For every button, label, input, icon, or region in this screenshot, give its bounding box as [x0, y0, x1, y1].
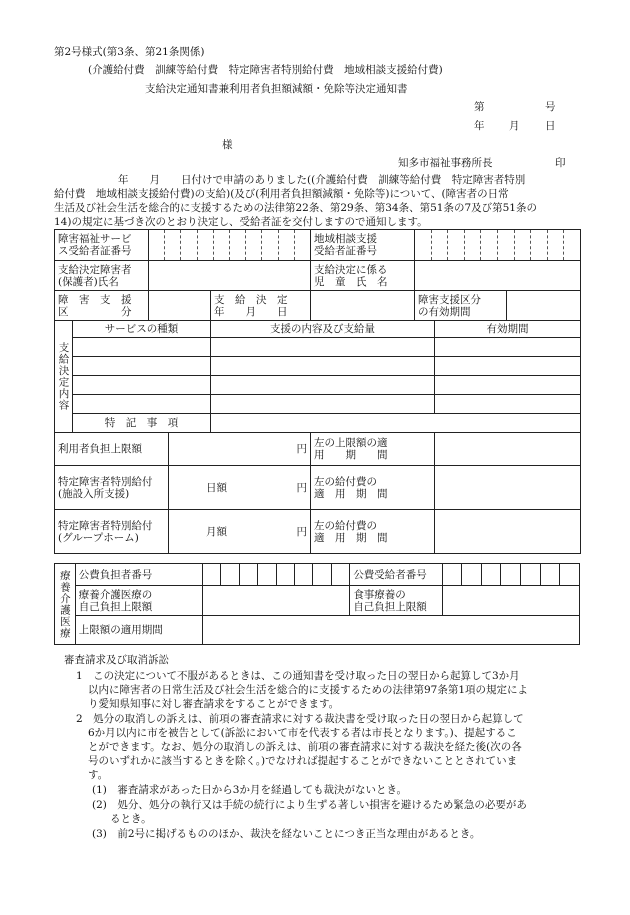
yen-unit: 円 — [296, 443, 307, 455]
digit-cell[interactable] — [462, 564, 482, 586]
validity-cell[interactable] — [435, 376, 581, 395]
addressee-sama: 様 — [222, 139, 233, 151]
date-month: 月 — [509, 120, 520, 132]
digit-cell[interactable] — [202, 564, 220, 586]
service-cert-number-field[interactable] — [149, 230, 311, 261]
service-type-cell[interactable] — [73, 376, 211, 395]
intro-line-4: 14)の規定に基づき次のとおり決定し、受給者証を交付しますので通知します。 — [54, 216, 428, 228]
note-1-line-2: 以内に障害者の日常生活及び社会生活を総合的に支援するための法律第97条第1項の規定によ — [88, 684, 529, 696]
support-content-cell[interactable] — [211, 357, 435, 376]
note-1-line-3: り愛知県知事に対し審査請求をすることができます。 — [88, 698, 340, 710]
digit-cell[interactable] — [521, 564, 541, 586]
note-2-line-1: 2 処分の取消しの訴えは、前項の審査請求に対する裁決書を受け取った日の翌日から起算して — [76, 713, 524, 725]
recipient-name-field[interactable] — [149, 261, 311, 291]
notes-heading: 審査請求及び取消訴訟 — [64, 654, 169, 666]
form-subtitle: (介護給付費 訓練等給付費 特定障害者特別給付費 地域相談支援給付費) — [88, 64, 443, 76]
grouphome-benefit-label: 特定障害者特別給付 (グループホーム) — [55, 510, 169, 554]
digit-cell[interactable] — [239, 564, 257, 586]
support-category-field[interactable] — [149, 291, 211, 321]
decision-content-side-label: 支給決定内容 — [55, 321, 73, 433]
digit-cell[interactable] — [294, 564, 312, 586]
facility-period-field[interactable] — [435, 466, 581, 510]
facility-benefit-field[interactable] — [169, 466, 311, 510]
decision-date-field[interactable] — [311, 291, 415, 321]
support-content-header: 支援の内容及び支給量 — [211, 321, 435, 338]
limit-period-label: 上限額の適用期間 — [75, 616, 202, 645]
sub-note-2-line-1: (2) 処分、処分の執行又は手続の続行により生ずる著しい損害を避けるため緊急の必要があ — [92, 799, 527, 811]
service-type-cell[interactable] — [73, 395, 211, 414]
category-validity-label: 障害支援区分 の有効期間 — [415, 291, 507, 321]
digit-cell[interactable] — [331, 564, 349, 586]
number-go: 号 — [545, 101, 556, 113]
digit-cell[interactable] — [481, 564, 501, 586]
burden-limit-label: 利用者負担上限額 — [55, 433, 169, 466]
medical-care-side-label: 療養介護医療 — [55, 564, 76, 645]
yen-unit: 円 — [296, 481, 307, 494]
category-validity-field[interactable] — [507, 291, 581, 321]
monthly-amount-label: 月額 — [206, 525, 227, 538]
daily-amount-label: 日額 — [206, 481, 227, 494]
decision-date-label: 支 給 決 定 年 月 日 — [211, 291, 311, 321]
validity-cell[interactable] — [435, 338, 581, 357]
digit-cell[interactable] — [276, 564, 294, 586]
meal-copay-limit-field[interactable] — [442, 586, 579, 616]
child-name-label: 支給決定に係る 児 童 氏 名 — [311, 261, 415, 291]
support-content-cell[interactable] — [211, 395, 435, 414]
note-2-line-2: 6か月以内に市を被告として(訴訟において市を代表する者は市長となります。)、提起するこ — [88, 727, 517, 739]
seal-mark: 印 — [555, 157, 566, 169]
form-number: 第2号様式(第3条、第21条関係) — [54, 46, 205, 58]
yen-unit: 円 — [296, 525, 307, 538]
digit-cell[interactable] — [442, 564, 462, 586]
intro-line-2: 給付費 地域相談支援給付費)の支給)(及び(利用者負担額減額・免除等)について、(障害者の日常 — [54, 188, 509, 200]
special-notes-field[interactable] — [211, 414, 581, 433]
intro-line-3: 生活及び社会生活を総合的に支援するための法律第22条、第29条、第34条、第51条の7及び第51条の — [54, 202, 537, 214]
digit-cell[interactable] — [501, 564, 521, 586]
special-notes-label: 特 記 事 項 — [73, 414, 211, 433]
note-2-line-4: 号のいずれかに該当するときを除く。)でなければ提起することができないこととされていま — [88, 755, 518, 767]
sub-note-3: (3) 前2号に掲げるもののほか、裁決を経ないことにつき正当な理由があるとき。 — [92, 828, 481, 840]
limit-period-field[interactable] — [202, 616, 579, 645]
date-year: 年 — [474, 120, 485, 132]
sub-note-2-line-2: るとき。 — [110, 813, 152, 825]
child-name-field[interactable] — [415, 261, 581, 291]
community-cert-number-label: 地域相談支援 受給者証番号 — [311, 230, 415, 261]
service-cert-number-label: 障害福祉サービ ス受給者証番号 — [55, 230, 149, 261]
date-day: 日 — [545, 120, 556, 132]
note-1-line-1: 1 この決定について不服があるときは、この通知書を受け取った日の翌日から起算して3か月 — [76, 670, 520, 682]
note-2-line-5: す。 — [88, 769, 109, 781]
digit-cell[interactable] — [221, 564, 239, 586]
service-type-cell[interactable] — [73, 338, 211, 357]
form-title: 支給決定通知書兼利用者負担額減額・免除等決定通知書 — [145, 83, 408, 95]
meal-copay-limit-label: 食事療養の 自己負担上限額 — [350, 586, 442, 616]
validity-header: 有効期間 — [435, 321, 581, 338]
burden-period-field[interactable] — [435, 433, 581, 466]
medical-copay-limit-label: 療養介護医療の 自己負担上限額 — [75, 586, 202, 616]
burden-limit-field[interactable] — [169, 433, 311, 466]
facility-period-label: 左の給付費の 適 用 期 間 — [311, 466, 435, 510]
digit-cell[interactable] — [313, 564, 331, 586]
digit-cell[interactable] — [540, 564, 560, 586]
public-payer-number-label: 公費負担者番号 — [75, 564, 202, 586]
medical-copay-limit-field[interactable] — [202, 586, 350, 616]
validity-cell[interactable] — [435, 357, 581, 376]
intro-line-1: 年 月 日付けで申請のありました((介護給付費 訓練等給付費 特定障害者特別 — [118, 174, 526, 186]
digit-cell[interactable] — [258, 564, 276, 586]
decision-table — [54, 229, 581, 554]
number-dai: 第 — [474, 101, 485, 113]
grouphome-benefit-field[interactable] — [169, 510, 311, 554]
community-cert-number-field[interactable] — [415, 230, 581, 261]
service-type-cell[interactable] — [73, 357, 211, 376]
grouphome-period-field[interactable] — [435, 510, 581, 554]
digit-cell[interactable] — [560, 564, 580, 586]
burden-period-label: 左の上限額の適 用 期 間 — [311, 433, 435, 466]
support-category-label: 障 害 支 援 区 分 — [55, 291, 149, 321]
issuer-name: 知多市福祉事務所長 — [398, 157, 493, 169]
validity-cell[interactable] — [435, 395, 581, 414]
grouphome-period-label: 左の給付費の 適 用 期 間 — [311, 510, 435, 554]
sub-note-1: (1) 審査請求があった日から3か月を経過しても裁決がないとき。 — [92, 784, 408, 796]
service-type-header: サービスの種類 — [73, 321, 211, 338]
recipient-name-label: 支給決定障害者 (保護者)氏名 — [55, 261, 149, 291]
support-content-cell[interactable] — [211, 338, 435, 357]
support-content-cell[interactable] — [211, 376, 435, 395]
note-2-line-3: とができます。なお、処分の取消しの訴えは、前項の審査請求に対する裁決を経た後(次の各 — [88, 741, 522, 753]
public-recipient-number-label: 公費受給者番号 — [350, 564, 442, 586]
medical-care-table — [54, 563, 580, 645]
facility-benefit-label: 特定障害者特別給付 (施設入所支援) — [55, 466, 169, 510]
